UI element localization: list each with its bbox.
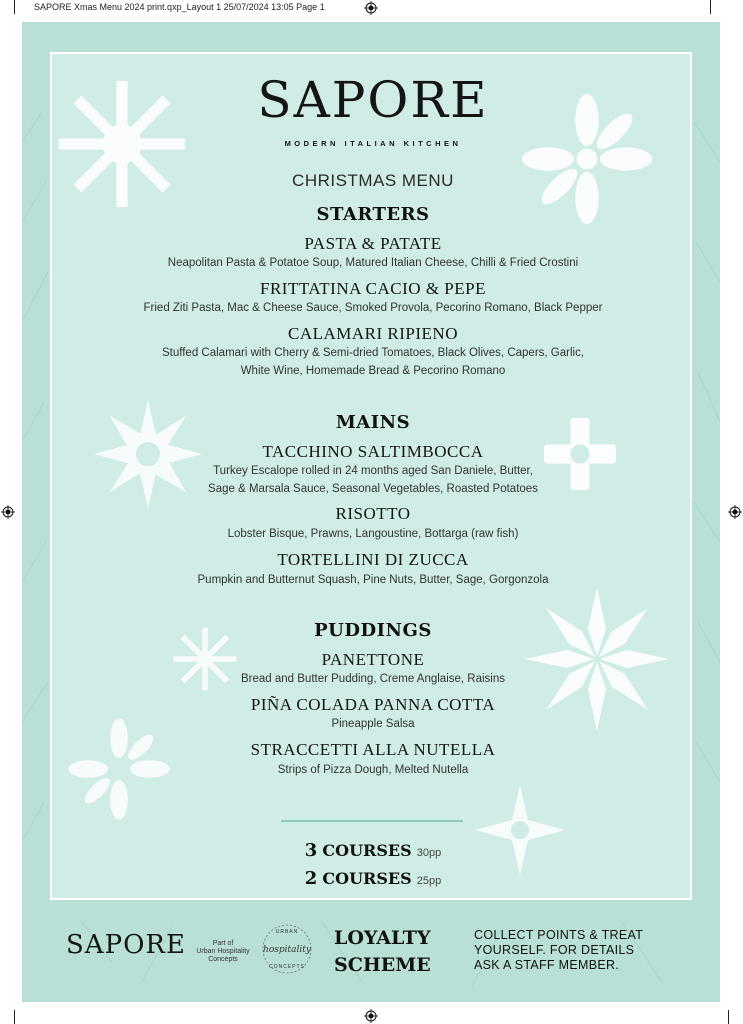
part-of-line: Concepts (208, 956, 238, 963)
part-of-line: Part of (212, 940, 234, 947)
course-label: COURSES (322, 841, 412, 860)
dish-name: PANETTONE (321, 650, 425, 669)
dish-description: Pineapple Salsa (331, 718, 415, 730)
loyalty-text-line: ASK A STAFF MEMBER. (474, 958, 620, 972)
dish-name: RISOTTO (335, 504, 411, 523)
loyalty-scheme-title (334, 925, 454, 979)
crop-mark (14, 0, 15, 14)
menu-card (22, 22, 720, 1002)
dish-description: Pumpkin and Butternut Squash, Pine Nuts, Butter, Sage, Gorgonzola (197, 574, 549, 586)
print-slug: SAPORE Xmas Menu 2024 print.qxp_Layout 1 25/07/2024 13:05 Page 1 (34, 2, 325, 12)
brand-tagline: MODERN ITALIAN KITCHEN (284, 139, 462, 148)
course-count: 2 (304, 868, 318, 889)
brand-logo: SAPORE (257, 71, 489, 129)
dish-description: Strips of Pizza Dough, Melted Nutella (277, 764, 469, 776)
menu-title: CHRISTMAS MENU (292, 171, 454, 190)
dish-name: TACCHINO SALTIMBOCCA (262, 442, 484, 461)
loyalty-text-line: COLLECT POINTS & TREAT (474, 928, 644, 942)
registration-mark-icon (364, 1009, 378, 1023)
dish-name: PASTA & PATATE (304, 234, 442, 253)
uhc-top-text: URBAN (275, 929, 299, 935)
uhc-middle-text: hospitality (263, 945, 311, 955)
dish-description: Neapolitan Pasta & Potatoe Soup, Matured Italian Cheese, Chilli & Fried Crostini (167, 257, 579, 269)
dish-description: Lobster Bisque, Prawns, Langoustine, Bottarga (raw fish) (227, 528, 519, 540)
loyalty-scheme-text (474, 928, 684, 973)
dish-name: FRITTATINA CACIO & PEPE (260, 279, 486, 298)
course-price: 30pp (416, 847, 442, 859)
crop-mark (728, 1010, 729, 1024)
part-of-label (188, 940, 258, 964)
registration-mark-icon (364, 1, 378, 15)
dish-name: CALAMARI RIPIENO (288, 324, 458, 343)
menu-inner-panel (50, 52, 692, 900)
dish-description: Turkey Escalope rolled in 24 months aged San Daniele, Butter, (213, 465, 533, 477)
price-three-courses (52, 840, 692, 861)
dish-description: Bread and Butter Pudding, Creme Anglaise, Raisins (240, 673, 505, 685)
dish-name: TORTELLINI DI ZUCCA (277, 550, 469, 569)
menu-content (52, 54, 692, 900)
dish-description: Fried Ziti Pasta, Mac & Cheese Sauce, Smoked Provola, Pecorino Romano, Black Pepper (143, 302, 603, 314)
section-title-puddings: PUDDINGS (314, 620, 432, 641)
course-count: 3 (304, 840, 318, 861)
course-price: 25pp (416, 875, 442, 887)
urban-hospitality-concepts-logo (256, 922, 318, 976)
loyalty-title-line: SCHEME (334, 954, 431, 976)
registration-mark-icon (1, 505, 15, 519)
loyalty-title-line: LOYALTY (334, 927, 431, 949)
section-title-starters: STARTERS (316, 204, 430, 225)
loyalty-text-line: YOURSELF. FOR DETAILS (474, 943, 635, 957)
dish-name: STRACCETTI ALLA NUTELLA (250, 740, 496, 759)
price-divider (281, 820, 463, 822)
uhc-bottom-text: CONCEPTS (269, 964, 305, 970)
course-label: COURSES (322, 869, 412, 888)
dish-description: Stuffed Calamari with Cherry & Semi-dried Tomatoes, Black Olives, Capers, Garlic, (161, 347, 585, 359)
dish-description: Sage & Marsala Sauce, Seasonal Vegetables, Roasted Potatoes (208, 483, 538, 495)
dish-description: White Wine, Homemade Bread & Pecorino Romano (240, 365, 506, 377)
footer-brand-logo: SAPORE (66, 930, 186, 960)
part-of-line: Urban Hospitality (196, 948, 250, 955)
crop-mark (14, 1010, 15, 1024)
dish-name: PIÑA COLADA PANNA COTTA (250, 695, 496, 714)
price-two-courses (52, 868, 692, 889)
section-title-mains: MAINS (335, 412, 411, 433)
registration-mark-icon (728, 505, 742, 519)
crop-mark (710, 0, 711, 14)
